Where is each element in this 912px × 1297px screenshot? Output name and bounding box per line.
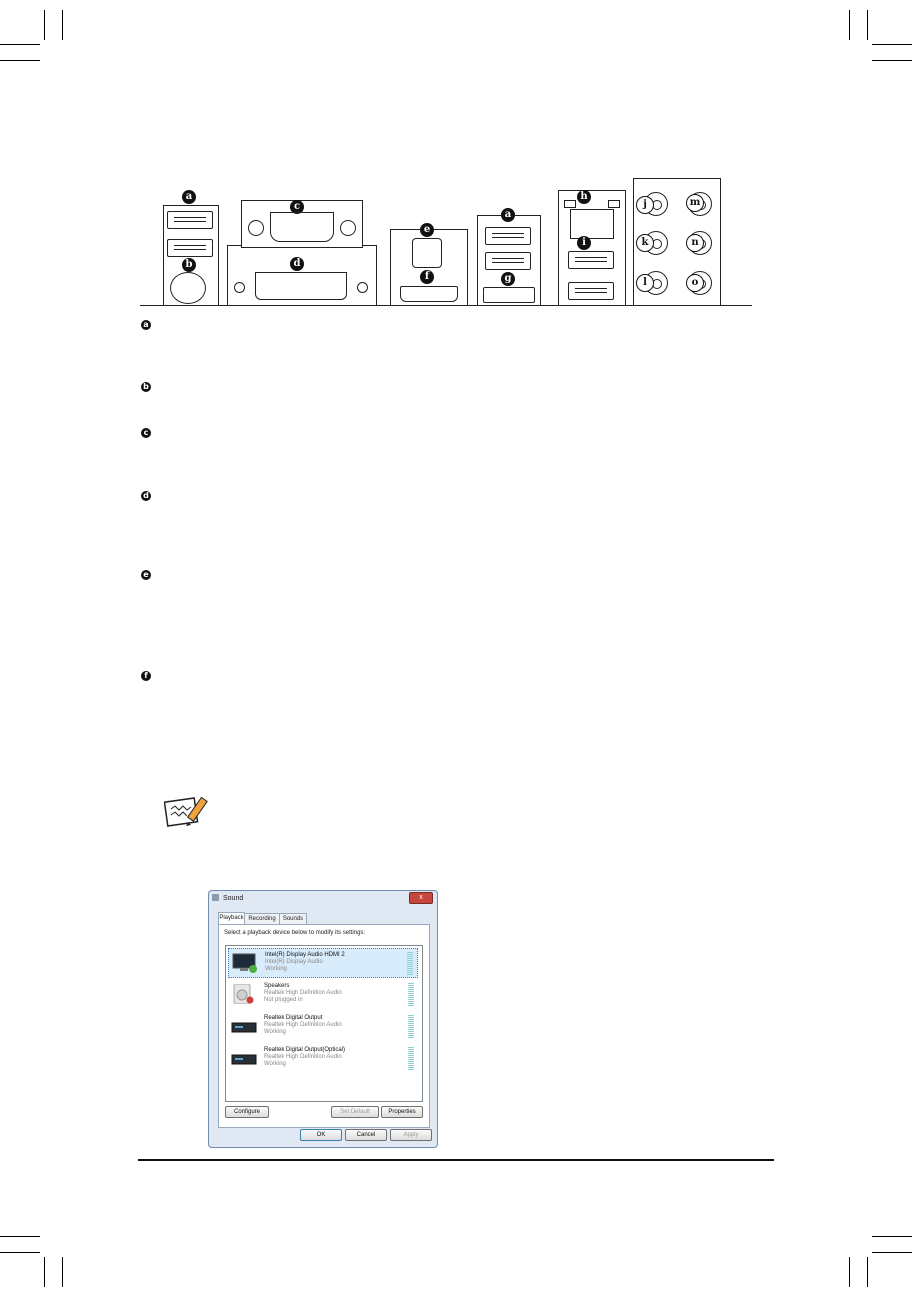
volume-meter bbox=[408, 1047, 414, 1071]
configure-button[interactable]: Configure bbox=[225, 1106, 269, 1118]
volume-meter bbox=[408, 983, 414, 1007]
speaker-icon bbox=[212, 894, 219, 901]
device-name: Intel(R) Display Audio HDMI 2 bbox=[265, 952, 345, 958]
dialog-title: Sound bbox=[223, 895, 244, 902]
bullet-e: e bbox=[141, 570, 151, 580]
optical-spdif-port bbox=[412, 238, 442, 268]
label-k: k bbox=[636, 234, 654, 252]
bullet-f: f bbox=[141, 671, 151, 681]
tab-playback[interactable]: Playback bbox=[218, 912, 245, 925]
device-status: Working bbox=[264, 1061, 286, 1067]
device-driver: Realtek High Definition Audio bbox=[264, 1022, 342, 1028]
bullet-c: c bbox=[141, 428, 151, 438]
dvi-screw bbox=[234, 282, 245, 293]
ok-button[interactable]: OK bbox=[300, 1129, 342, 1141]
label-a-right: a bbox=[501, 208, 515, 222]
receiver-icon bbox=[231, 1016, 257, 1036]
device-driver: Realtek High Definition Audio bbox=[264, 990, 342, 996]
panel-baseline bbox=[140, 305, 752, 306]
device-name: Realtek Digital Output bbox=[264, 1015, 323, 1021]
device-status: Working bbox=[264, 1029, 286, 1035]
device-item-speakers[interactable] bbox=[228, 980, 418, 1010]
label-b: b bbox=[182, 258, 196, 272]
bullet-d: d bbox=[141, 491, 151, 501]
bullet-b: b bbox=[141, 382, 151, 392]
device-name: Speakers bbox=[264, 983, 290, 989]
volume-meter bbox=[407, 952, 413, 976]
vga-screw bbox=[248, 220, 264, 236]
lan-led bbox=[608, 200, 620, 208]
dvi-port bbox=[255, 272, 347, 300]
usb-port bbox=[167, 239, 213, 257]
esata-port bbox=[483, 287, 535, 303]
device-item-digital-output[interactable] bbox=[228, 1012, 418, 1042]
hdmi-port bbox=[400, 286, 458, 302]
usb-port bbox=[568, 282, 614, 300]
bullet-a: a bbox=[141, 320, 151, 330]
set-default-button[interactable]: Set Default bbox=[331, 1106, 379, 1118]
device-list[interactable] bbox=[225, 945, 423, 1102]
label-i: i bbox=[577, 236, 591, 250]
volume-meter bbox=[408, 1015, 414, 1039]
label-j: j bbox=[636, 196, 654, 214]
properties-button[interactable]: Properties bbox=[381, 1106, 423, 1118]
cancel-button[interactable]: Cancel bbox=[345, 1129, 387, 1141]
playback-tab-panel bbox=[218, 924, 430, 1128]
label-h: h bbox=[577, 190, 591, 204]
device-driver: Intel(R) Display Audio bbox=[265, 959, 323, 965]
usb-port bbox=[485, 227, 531, 245]
label-n: n bbox=[686, 234, 704, 252]
tab-recording[interactable]: Recording bbox=[244, 913, 280, 924]
device-status: Working bbox=[265, 966, 287, 972]
device-item-digital-output-optical[interactable] bbox=[228, 1044, 418, 1074]
footer-rule bbox=[138, 1159, 774, 1161]
vga-port bbox=[270, 212, 334, 242]
ps2-port bbox=[170, 272, 206, 304]
tab-sounds[interactable]: Sounds bbox=[279, 913, 307, 924]
device-item-hdmi[interactable] bbox=[228, 948, 418, 978]
instruction-text: Select a playback device below to modify its settings: bbox=[224, 930, 366, 936]
usb-port bbox=[167, 211, 213, 229]
lan-led bbox=[564, 200, 576, 208]
label-l: l bbox=[636, 274, 654, 292]
label-g: g bbox=[501, 272, 515, 286]
receiver-icon bbox=[231, 1048, 257, 1068]
label-o: o bbox=[686, 274, 704, 292]
usb-port bbox=[568, 251, 614, 269]
label-a-top: a bbox=[182, 190, 196, 204]
label-f: f bbox=[420, 270, 434, 284]
label-m: m bbox=[686, 194, 704, 212]
label-e: e bbox=[420, 223, 434, 237]
rj45-lan-port bbox=[570, 209, 614, 239]
label-d: d bbox=[290, 257, 304, 271]
note-pencil-icon bbox=[164, 795, 212, 827]
usb-port bbox=[485, 252, 531, 270]
sound-dialog bbox=[208, 890, 438, 1148]
vga-screw bbox=[340, 220, 356, 236]
dvi-screw bbox=[357, 282, 368, 293]
close-button[interactable]: x bbox=[409, 892, 433, 904]
device-status: Not plugged in bbox=[264, 997, 303, 1003]
label-c: c bbox=[290, 200, 304, 214]
device-driver: Realtek High Definition Audio bbox=[264, 1054, 342, 1060]
device-name: Realtek Digital Output(Optical) bbox=[264, 1047, 346, 1053]
apply-button[interactable]: Apply bbox=[390, 1129, 432, 1141]
monitor-icon bbox=[232, 953, 258, 973]
speaker-icon bbox=[231, 984, 257, 1004]
